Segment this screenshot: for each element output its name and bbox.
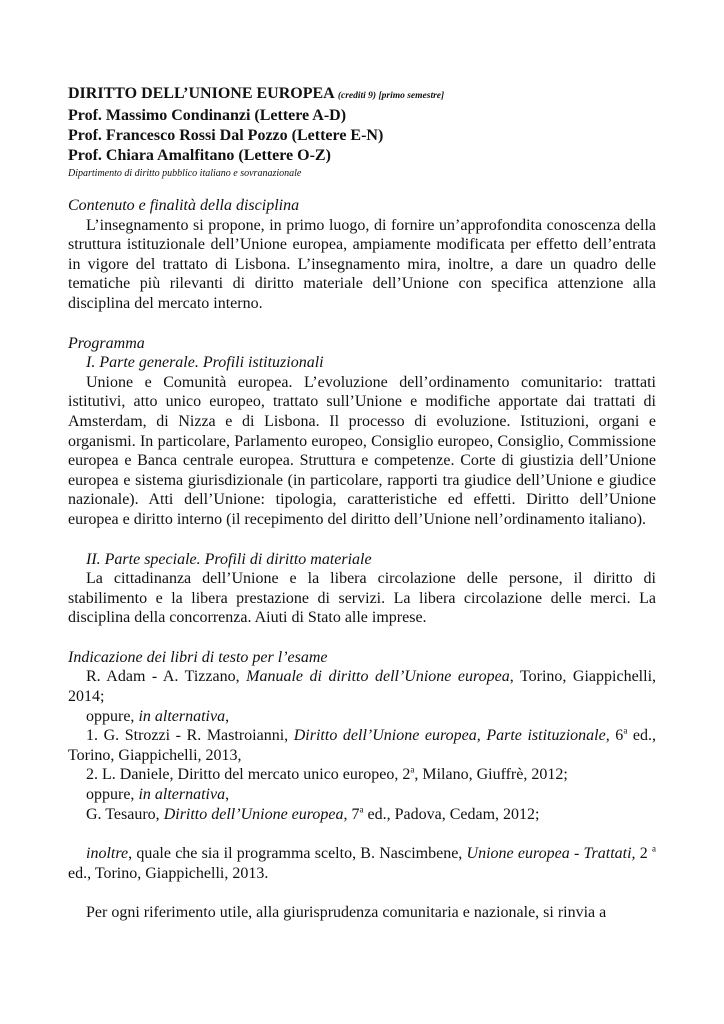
course-title-line: [68, 84, 656, 106]
part1-title: I. Parte generale. Profili istituzionali: [86, 354, 324, 372]
course-title: DIRITTO DELL’UNIONE EUROPEA: [68, 85, 334, 102]
testi-heading: Indicazione dei libri di testo per l’esame: [68, 648, 328, 666]
course-meta: (crediti 9) [primo semestre]: [337, 91, 445, 101]
book-2: 1. G. Strozzi - R. Mastroianni, Diritto dell’Unione europea, Parte istituzionale, 6$^a$ ed., Torino, Giappichelli, 2013,: [68, 725, 657, 764]
footer-text: Per ogni riferimento utile, alla giurisprudenza comunitaria e nazionale, si rinvia a: [86, 904, 607, 922]
professor-3: Prof. Chiara Amalfitano (Lettere O-Z): [68, 147, 331, 164]
contenuto-heading: Contenuto e finalità della disciplina: [68, 197, 300, 214]
contenuto-text: L’insegnamento si propone, in primo luogo, di fornire un’approfondita conoscenza della struttura istituzionale dell’Unione europea, ampiamente modificata per effetto dell’entrata in vigore del trattato di Lisbona. L’insegnamento mira, inoltre, a dare un quadro delle tematiche più rilevanti di diritto materiale dell’Unione con specifica attenzione alla disciplina del mercato interno.: [68, 216, 656, 312]
professor-2: Prof. Francesco Rossi Dal Pozzo (Lettere E-N): [68, 127, 384, 144]
part2-text: La cittadinanza dell’Unione e la libera circolazione delle persone, il diritto di stabilimento e la libera prestazione di servizi. La libera circolazione delle merci. La disciplina della concorrenza. Aiuti di Stato alle imprese.: [68, 570, 656, 627]
part2-title: II. Parte speciale. Profili di diritto materiale: [86, 550, 372, 568]
book-4: G. Tesauro, Diritto dell’Unione europea, 7$^a$ ed., Padova, Cedam, 2012;: [86, 804, 540, 823]
document-page: [68, 84, 656, 923]
book-3: 2. L. Daniele, Diritto del mercato unico europeo, 2$^a$, Milano, Giuffrè, 2012;: [86, 765, 568, 784]
professor-1: Prof. Massimo Condinanzi (Lettere A-D): [68, 107, 347, 124]
book-1: R. Adam - A. Tizzano, Manuale di diritto dell’Unione europea, Torino, Giappichelli, 2014;: [68, 668, 657, 706]
part1-text: Unione e Comunità europea. L’evoluzione dell’ordinamento comunitario: trattati istitutivi, atto unico europeo, trattato sull’Unione e modifiche apportate dai trattati di Amsterdam, di Nizza e di Lisbona. Il processo di evoluzione. Istituzioni, organi e organismi. In particolare, Parlamento europeo, Consiglio europeo, Consiglio, Commissione europea e Banca centrale europea. Struttura e competenze. Corte di giustizia dell’Unione europea e sistema giurisdizionale (in particolare, rapporti tra giudice dell’Unione e giudice nazionale). Atti dell’Unione: tipologia, caratteristiche ed effetti. Diritto dell’Unione europea e diritto interno (il recepimento del diritto dell’Unione nell’ordinamento italiano).: [68, 373, 656, 528]
alternative-2: oppure, in alternativa,: [86, 786, 230, 804]
inoltre-paragraph: inoltre, quale che sia il programma scelto, B. Nascimbene, Unione europea - Trattati, 2 $^a$ ed., Torino, Giappichelli, 2013.: [68, 843, 656, 882]
alternative-1: oppure, in alternativa,: [86, 707, 230, 725]
department: Dipartimento di diritto pubblico italiano e sovranazionale: [68, 168, 302, 179]
programma-heading: Programma: [68, 334, 145, 352]
